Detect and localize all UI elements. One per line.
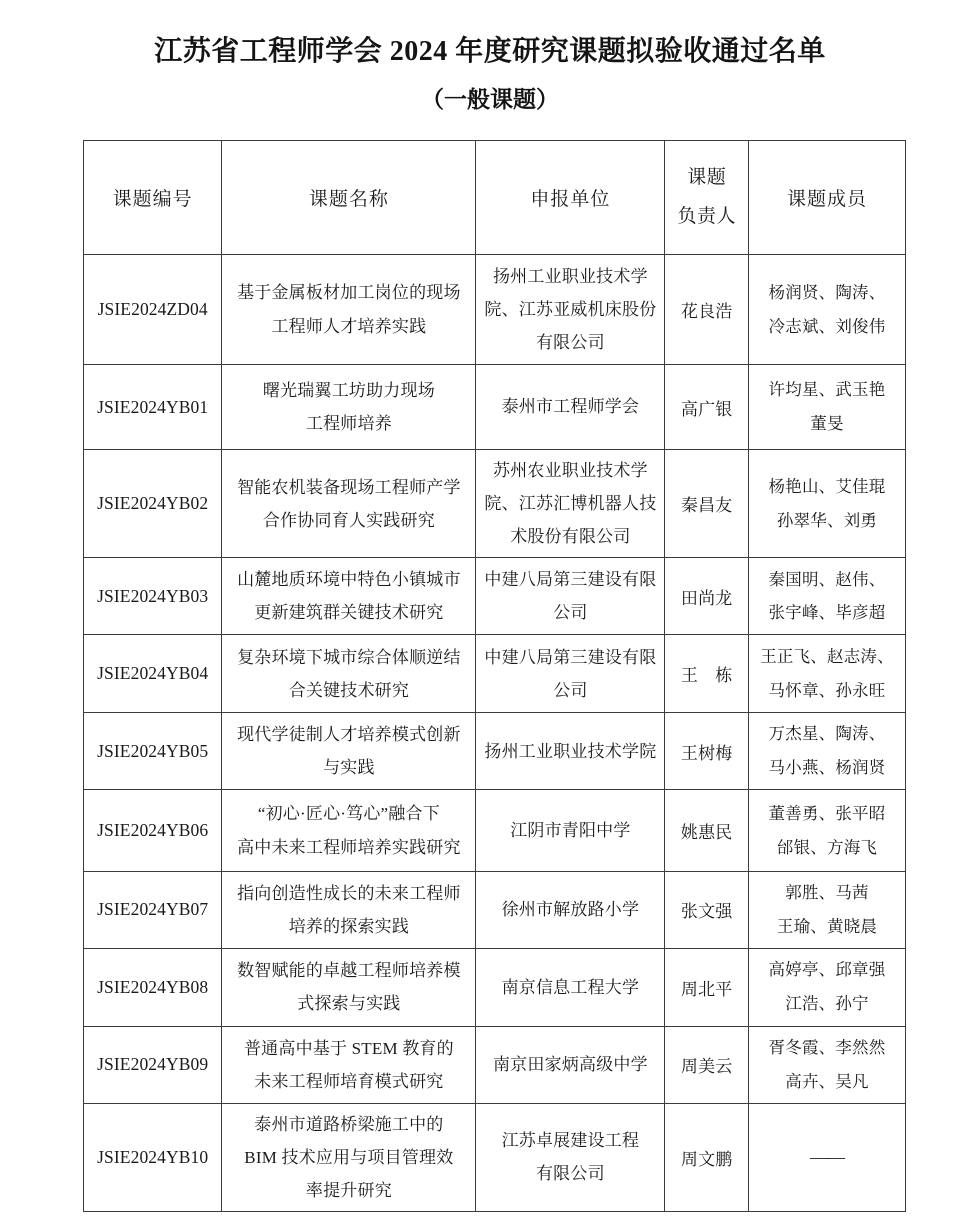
cell-unit-line: 徐州市解放路小学 xyxy=(501,900,640,920)
cell-unit-line: 术股份有限公司 xyxy=(510,527,631,547)
cell-leader: 花良浩 xyxy=(665,255,749,365)
cell-leader: 田尚龙 xyxy=(665,558,749,635)
column-header-leader-line2: 负责人 xyxy=(677,205,736,227)
cell-name-line: 复杂环境下城市综合体顺逆结 xyxy=(237,647,461,667)
cell-unit xyxy=(476,872,665,949)
table-row xyxy=(84,255,906,365)
column-header-member: 课题成员 xyxy=(749,141,906,255)
cell-leader: 王树梅 xyxy=(665,713,749,790)
cell-unit-line: 有限公司 xyxy=(535,1164,605,1184)
cell-unit xyxy=(476,948,665,1026)
cell-name-line: 合作协同育人实践研究 xyxy=(262,510,435,530)
cell-name xyxy=(222,635,476,713)
cell-name-line: “初心·匠心·笃心”融合下 xyxy=(257,804,440,824)
table-row xyxy=(84,1103,906,1211)
column-header-unit: 申报单位 xyxy=(476,141,665,255)
cell-name-line: 普通高中基于 STEM 教育的 xyxy=(243,1038,454,1058)
cell-name xyxy=(222,872,476,949)
cell-unit-line: 公司 xyxy=(553,603,588,623)
table-body xyxy=(84,255,906,1212)
cell-name-line: 工程师培养 xyxy=(305,414,392,433)
table-row xyxy=(84,450,906,558)
cell-unit-line: 院、江苏汇博机器人技 xyxy=(484,494,657,514)
cell-leader: 高广银 xyxy=(665,365,749,450)
cell-code: JSIE2024ZD04 xyxy=(84,255,222,365)
cell-unit xyxy=(476,558,665,635)
table-row xyxy=(84,558,906,635)
page-subtitle: （一般课题） xyxy=(421,87,559,112)
table-header-row xyxy=(84,141,906,255)
cell-leader: 王 栋 xyxy=(665,635,749,713)
column-header-code: 课题编号 xyxy=(84,141,222,255)
table-row xyxy=(84,1026,906,1103)
cell-unit xyxy=(476,365,665,450)
column-header-leader xyxy=(665,141,749,255)
cell-name-line: 基于金属板材加工岗位的现场 xyxy=(237,283,461,303)
table-row xyxy=(84,635,906,713)
cell-member-line: 孙翠华、刘勇 xyxy=(776,510,878,530)
cell-member-line: 董旻 xyxy=(810,414,844,433)
cell-unit xyxy=(476,1103,665,1211)
projects-table-wrap xyxy=(83,140,906,1212)
table-row xyxy=(84,365,906,450)
cell-name-line: 曙光瑞翼工坊助力现场 xyxy=(262,380,435,400)
cell-unit-line: 公司 xyxy=(553,680,588,700)
cell-name-line: 培养的探索实践 xyxy=(288,916,410,936)
cell-code: JSIE2024YB04 xyxy=(84,635,222,713)
cell-member xyxy=(749,948,906,1026)
cell-code: JSIE2024YB05 xyxy=(84,713,222,790)
cell-member xyxy=(749,635,906,713)
cell-code: JSIE2024YB01 xyxy=(84,365,222,450)
cell-name-line: 指向创造性成长的未来工程师 xyxy=(237,883,461,903)
cell-name xyxy=(222,790,476,872)
cell-member xyxy=(749,1026,906,1103)
cell-name-line: 高中未来工程师培养实践研究 xyxy=(237,837,461,857)
cell-leader: 张文强 xyxy=(665,872,749,949)
cell-unit-line: 南京信息工程大学 xyxy=(501,977,640,997)
cell-unit-line: 南京田家炳高级中学 xyxy=(492,1055,648,1075)
cell-name-line: 未来工程师培育模式研究 xyxy=(254,1071,444,1091)
cell-member-line: 马怀章、孙永旺 xyxy=(768,680,886,700)
cell-name-line: 山麓地质环境中特色小镇城市 xyxy=(237,570,461,590)
projects-table xyxy=(83,140,906,1212)
cell-member-line: 万杰星、陶涛、 xyxy=(768,724,886,744)
cell-unit xyxy=(476,790,665,872)
cell-name xyxy=(222,1026,476,1103)
cell-code: JSIE2024YB06 xyxy=(84,790,222,872)
cell-code: JSIE2024YB02 xyxy=(84,450,222,558)
cell-unit-line: 有限公司 xyxy=(535,333,605,353)
cell-unit-line: 江苏卓展建设工程 xyxy=(501,1131,640,1151)
cell-member-line: 冷志斌、刘俊伟 xyxy=(768,316,886,336)
cell-code: JSIE2024YB10 xyxy=(84,1103,222,1211)
cell-name-line: 工程师人才培养实践 xyxy=(271,316,427,336)
cell-name-line: 与实践 xyxy=(323,758,375,778)
cell-member-line: 马小燕、杨润贤 xyxy=(768,758,886,778)
cell-name-line: BIM 技术应用与项目管理效 xyxy=(244,1147,454,1167)
cell-leader: 周美云 xyxy=(665,1026,749,1103)
cell-name-line: 智能农机装备现场工程师产学 xyxy=(237,477,461,497)
cell-member-line: 胥冬霞、李然然 xyxy=(768,1037,886,1057)
cell-unit-line: 江阴市青阳中学 xyxy=(510,820,631,840)
cell-unit-line: 中建八局第三建设有限 xyxy=(484,647,657,667)
cell-member-line: 杨润贤、陶涛、 xyxy=(768,282,886,302)
cell-member xyxy=(749,450,906,558)
table-row xyxy=(84,948,906,1026)
cell-name-line: 率提升研究 xyxy=(305,1180,392,1200)
cell-member-line: —— xyxy=(810,1146,844,1167)
cell-name-line: 合关键技术研究 xyxy=(288,680,410,700)
cell-code: JSIE2024YB08 xyxy=(84,948,222,1026)
cell-unit-line: 扬州工业职业技术学院 xyxy=(484,741,657,761)
cell-unit xyxy=(476,713,665,790)
cell-name-line: 式探索与实践 xyxy=(297,994,401,1014)
table-row xyxy=(84,713,906,790)
cell-name xyxy=(222,948,476,1026)
cell-leader: 周北平 xyxy=(665,948,749,1026)
cell-unit-line: 中建八局第三建设有限 xyxy=(484,570,657,590)
cell-unit xyxy=(476,635,665,713)
cell-unit xyxy=(476,255,665,365)
cell-name xyxy=(222,450,476,558)
cell-leader: 姚惠民 xyxy=(665,790,749,872)
cell-member-line: 郭胜、马茜 xyxy=(785,883,869,903)
cell-member-line: 秦国明、赵伟、 xyxy=(768,569,886,589)
cell-name xyxy=(222,713,476,790)
cell-name xyxy=(222,365,476,450)
cell-member xyxy=(749,713,906,790)
page-title: 江苏省工程师学会 2024 年度研究课题拟验收通过名单 xyxy=(154,36,826,67)
cell-member xyxy=(749,558,906,635)
cell-leader: 周文鹏 xyxy=(665,1103,749,1211)
column-header-name: 课题名称 xyxy=(222,141,476,255)
cell-unit xyxy=(476,450,665,558)
cell-member-line: 王正飞、赵志涛、 xyxy=(760,647,894,667)
cell-member-line: 江浩、孙宁 xyxy=(785,994,869,1014)
cell-name xyxy=(222,255,476,365)
cell-unit-line: 院、江苏亚威机床股份 xyxy=(484,299,657,319)
cell-name-line: 更新建筑群关键技术研究 xyxy=(254,603,444,623)
cell-unit-line: 泰州市工程师学会 xyxy=(501,397,640,417)
table-row xyxy=(84,872,906,949)
table-header xyxy=(84,141,906,255)
column-header-leader-line1: 课题 xyxy=(687,166,727,188)
title-block xyxy=(0,0,980,115)
cell-member-line: 许均星、武玉艳 xyxy=(768,380,886,400)
cell-member xyxy=(749,365,906,450)
cell-leader: 秦昌友 xyxy=(665,450,749,558)
cell-name-line: 现代学徒制人才培养模式创新 xyxy=(237,725,461,745)
cell-unit xyxy=(476,1026,665,1103)
cell-member-line: 邰银、方海飞 xyxy=(776,837,878,857)
cell-name xyxy=(222,558,476,635)
cell-member-line: 王瑜、黄晓晨 xyxy=(776,916,878,936)
cell-member-line: 董善勇、张平昭 xyxy=(768,803,886,823)
cell-member xyxy=(749,790,906,872)
cell-member xyxy=(749,1103,906,1211)
cell-member-line: 高婷亭、邱章强 xyxy=(768,960,886,980)
cell-member xyxy=(749,255,906,365)
table-row xyxy=(84,790,906,872)
cell-member-line: 张宇峰、毕彦超 xyxy=(768,603,886,623)
cell-code: JSIE2024YB07 xyxy=(84,872,222,949)
cell-member-line: 杨艳山、艾佳琨 xyxy=(768,476,886,496)
cell-name-line: 数智赋能的卓越工程师培养模 xyxy=(237,961,461,981)
cell-name xyxy=(222,1103,476,1211)
cell-member xyxy=(749,872,906,949)
cell-unit-line: 苏州农业职业技术学 xyxy=(492,461,648,480)
cell-code: JSIE2024YB03 xyxy=(84,558,222,635)
cell-code: JSIE2024YB09 xyxy=(84,1026,222,1103)
cell-unit-line: 扬州工业职业技术学 xyxy=(492,266,648,286)
cell-name-line: 泰州市道路桥梁施工中的 xyxy=(254,1114,444,1134)
cell-member-line: 高卉、吴凡 xyxy=(785,1071,869,1091)
